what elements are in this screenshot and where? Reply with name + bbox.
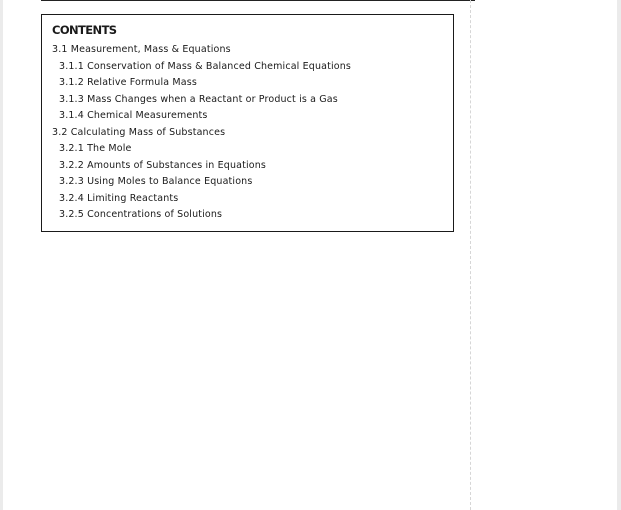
table-of-contents bbox=[41, 14, 454, 232]
contents-title: CONTENTS bbox=[52, 23, 117, 37]
margin-guide bbox=[470, 0, 471, 510]
toc-link[interactable]: 3.1.2 Relative Formula Mass bbox=[59, 77, 197, 88]
toc-link[interactable]: 3.1.3 Mass Changes when a Reactant or Product is a Gas bbox=[59, 93, 338, 105]
toc-link[interactable]: 3.2.5 Concentrations of Solutions bbox=[59, 209, 223, 220]
toc-link[interactable]: 3.2.2 Amounts of Substances in Equations bbox=[59, 159, 267, 171]
toc-link[interactable]: 3.2.1 The Mole bbox=[59, 143, 132, 154]
toc-link[interactable]: 3.2 Calculating Mass of Substances bbox=[52, 126, 226, 138]
toc-link[interactable]: 3.2.4 Limiting Reactants bbox=[59, 192, 179, 204]
toc-link[interactable]: 3.1.4 Chemical Measurements bbox=[59, 110, 208, 121]
header-rule bbox=[41, 0, 475, 1]
toc-list bbox=[42, 42, 351, 224]
toc-link[interactable]: 3.1.1 Conservation of Mass & Balanced Chemical Equations bbox=[59, 60, 352, 72]
toc-link[interactable]: 3.1 Measurement, Mass & Equations bbox=[52, 44, 231, 55]
document-page bbox=[3, 0, 617, 510]
toc-link[interactable]: 3.2.3 Using Moles to Balance Equations bbox=[59, 176, 253, 187]
